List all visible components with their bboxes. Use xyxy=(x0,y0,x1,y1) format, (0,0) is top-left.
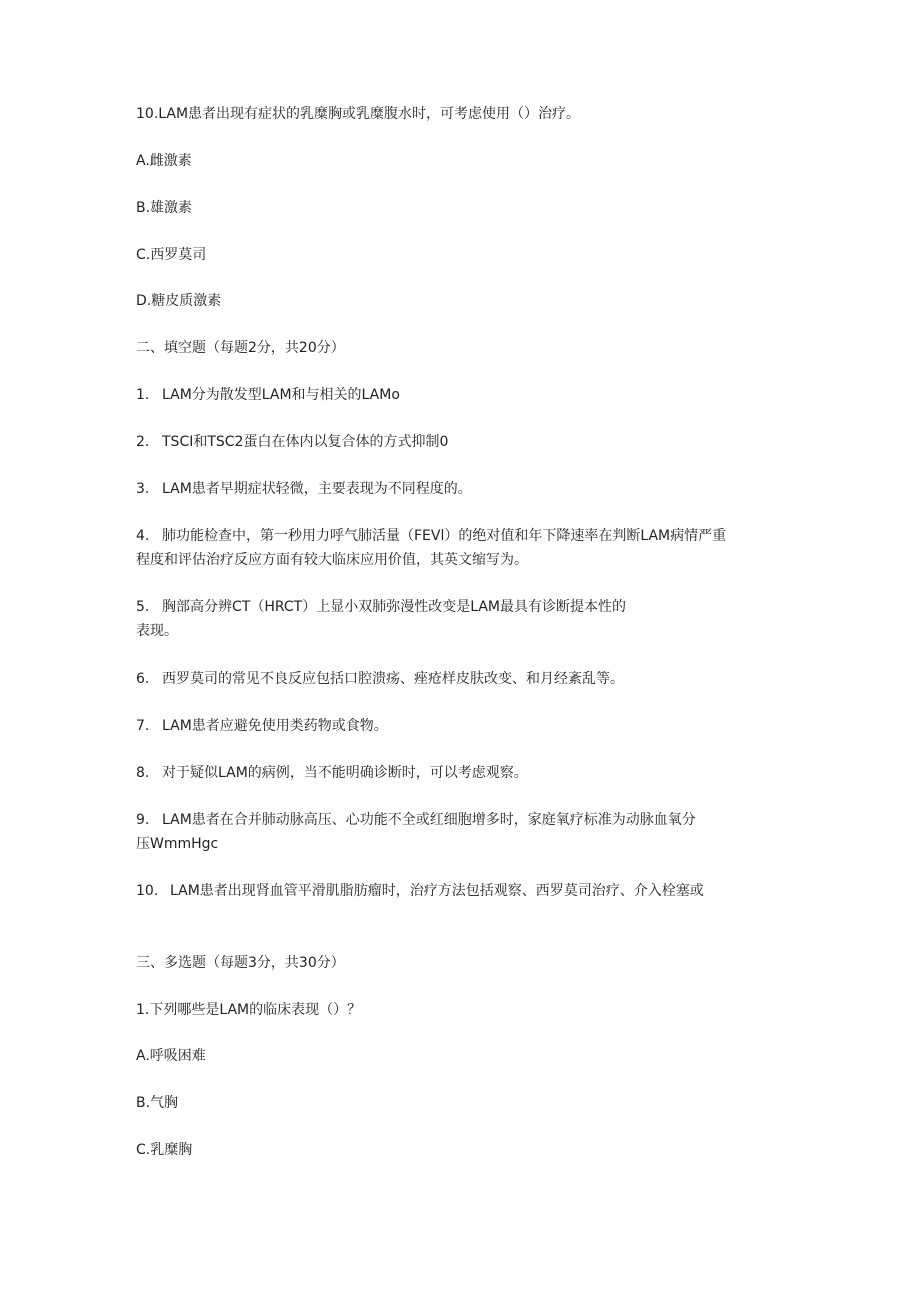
item-text: 对于疑似LAM的病例，当不能明确诊断时，可以考虑观察。 xyxy=(162,765,528,781)
multi-q1-option-a: A.呼吸困难 xyxy=(136,1048,206,1064)
fill-item-7 xyxy=(136,715,388,737)
q10-option-d: D.糖皮质激素 xyxy=(136,293,222,309)
fill-item-10 xyxy=(136,880,704,902)
fill-item-9-continuation: 压WmmHgc xyxy=(136,836,219,852)
item-number: 6. xyxy=(136,671,150,687)
item-number: 4. xyxy=(136,528,150,544)
item-number: 2. xyxy=(136,434,150,450)
item-text: LAM患者早期症状轻微，主要表现为不同程度的。 xyxy=(162,481,472,497)
item-number: 5. xyxy=(136,599,150,615)
fill-item-3 xyxy=(136,478,472,500)
fill-item-4 xyxy=(136,525,726,547)
item-text: LAM患者应避免使用类药物或食物。 xyxy=(162,718,388,734)
fill-item-4-continuation: 程度和评估治疗反应方面有较大临床应用价值，其英文缩写为。 xyxy=(136,552,528,568)
item-text: LAM患者出现肾血管平滑肌脂肪瘤时，治疗方法包括观察、西罗莫司治疗、介入栓塞或 xyxy=(170,883,704,899)
fill-item-1 xyxy=(136,384,400,406)
item-number: 10. xyxy=(136,883,159,899)
item-number: 8. xyxy=(136,765,150,781)
q10-option-b: B.雄激素 xyxy=(136,200,193,216)
item-text: TSCI和TSC2蛋白在体内以复合体的方式抑制0 xyxy=(162,434,449,450)
multi-q1-option-c: C.乳糜胸 xyxy=(136,1142,193,1158)
item-number: 1. xyxy=(136,387,150,403)
fill-item-8 xyxy=(136,762,528,784)
item-number: 9. xyxy=(136,812,150,828)
multi-question-1: 1.下列哪些是LAM的临床表现（）？ xyxy=(136,1002,362,1018)
question-10: 10.LAM患者出现有症状的乳糜胸或乳糜腹水时，可考虑使用（）治疗。 xyxy=(136,106,581,122)
fill-item-6 xyxy=(136,668,624,690)
multi-q1-option-b: B.气胸 xyxy=(136,1095,179,1111)
fill-item-5-continuation: 表现。 xyxy=(136,623,178,639)
q10-option-c: C.西罗莫司 xyxy=(136,247,207,263)
fill-item-9 xyxy=(136,809,696,831)
item-text: 胸部高分辨CT（HRCT）上显小双肺弥漫性改变是LAM最具有诊断提本性的 xyxy=(162,599,626,615)
item-text: LAM分为散发型LAM和与相关的LAMo xyxy=(162,387,400,403)
q10-option-a: A.雌激素 xyxy=(136,153,192,169)
section-3-heading: 三、多选题（每题3分，共30分） xyxy=(136,955,345,971)
section-2-heading: 二、填空题（每题2分，共20分） xyxy=(136,340,345,356)
item-text: LAM患者在合并肺动脉高压、心功能不全或红细胞增多时，家庭氧疗标准为动脉血氧分 xyxy=(162,812,696,828)
item-text: 肺功能检查中，第一秒用力呼气肺活量（FEVl）的绝对值和年下降速率在判断LAM病情严重 xyxy=(162,528,727,544)
item-text: 西罗莫司的常见不良反应包括口腔溃疡、痤疮样皮肤改变、和月经紊乱等。 xyxy=(162,671,624,687)
item-number: 3. xyxy=(136,481,150,497)
item-number: 7. xyxy=(136,718,150,734)
fill-item-5 xyxy=(136,596,626,618)
fill-item-2 xyxy=(136,431,448,453)
